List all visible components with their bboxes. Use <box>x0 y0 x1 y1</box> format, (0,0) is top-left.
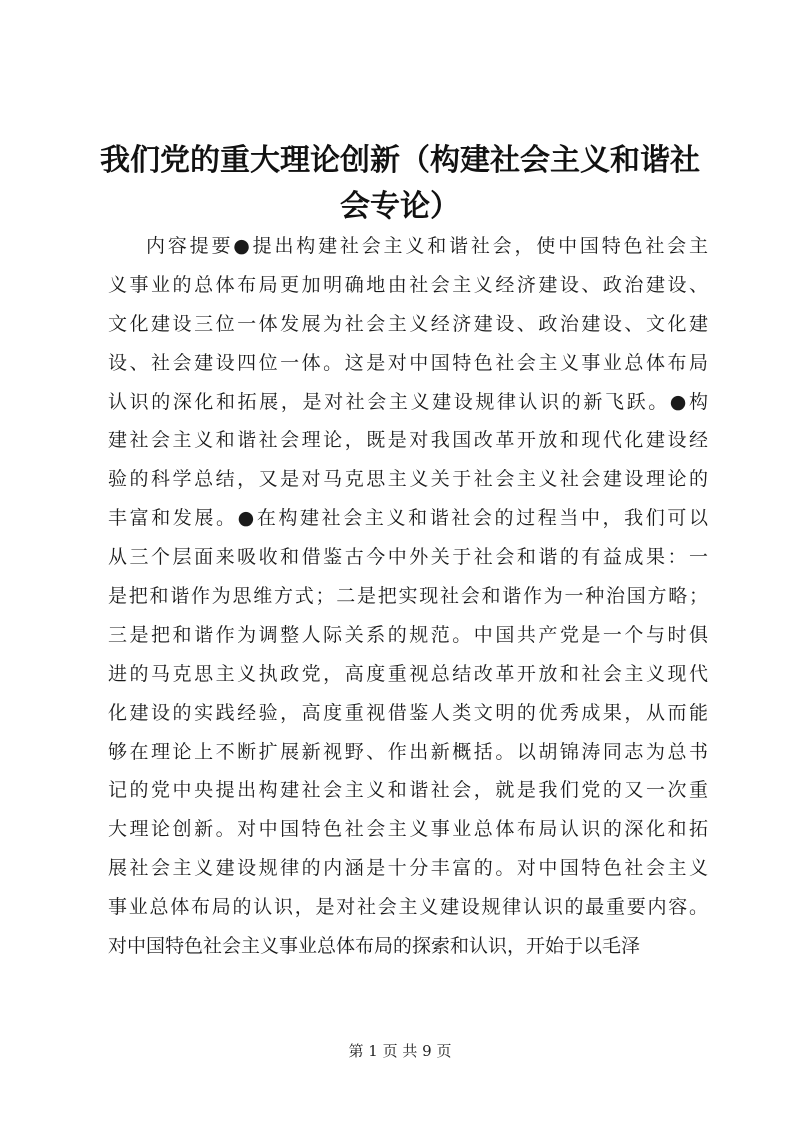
body-line: 建社会主义和谐社会理论，既是对我国改革开放和现代化建设经 <box>108 429 708 452</box>
body-line: 够在理论上不断扩展新视野、作出新概括。以胡锦涛同志为总书 <box>108 740 708 763</box>
body-line: 展社会主义建设规律的内涵是十分丰富的。对中国特色社会主义 <box>108 857 708 880</box>
body-line: 事业总体布局的认识，是对社会主义建设规律认识的最重要内容。 <box>108 896 708 919</box>
page-footer <box>0 1040 800 1061</box>
body-line: 文化建设三位一体发展为社会主义经济建设、政治建设、文化建 <box>108 312 708 335</box>
body-line: 设、社会建设四位一体。这是对中国特色社会主义事业总体布局 <box>108 351 708 374</box>
body-line: 从三个层面来吸收和借鉴古今中外关于社会和谐的有益成果：一 <box>108 546 708 569</box>
title-line-2: 会专论） <box>340 189 460 224</box>
document-title <box>100 138 700 230</box>
body-line: 对中国特色社会主义事业总体布局的探索和认识，开始于以毛泽 <box>108 935 641 958</box>
body-line: 化建设的实践经验，高度重视借鉴人类文明的优秀成果，从而能 <box>108 701 708 724</box>
body-line: 丰富和发展。●在构建社会主义和谐社会的过程当中，我们可以 <box>108 507 708 530</box>
body-line: 记的党中央提出构建社会主义和谐社会，就是我们党的又一次重 <box>108 779 708 802</box>
body-line: 是把和谐作为思维方式；二是把实现社会和谐作为一种治国方略； <box>108 585 708 608</box>
body-line: 进的马克思主义执政党，高度重视总结改革开放和社会主义现代 <box>108 662 708 685</box>
body-line: 内容提要●提出构建社会主义和谐社会，使中国特色社会主 <box>146 235 708 257</box>
title-line-1: 我们党的重大理论创新（构建社会主义和谐社 <box>100 143 700 178</box>
page-number: 第 1 页 共 9 页 <box>348 1042 452 1060</box>
body-line: 三是把和谐作为调整人际关系的规范。中国共产党是一个与时俱 <box>108 623 708 646</box>
body-line: 认识的深化和拓展，是对社会主义建设规律认识的新飞跃。●构 <box>108 390 708 413</box>
body-text <box>108 227 708 966</box>
body-line: 义事业的总体布局更加明确地由社会主义经济建设、政治建设、 <box>108 273 708 296</box>
body-line: 验的科学总结，又是对马克思主义关于社会主义社会建设理论的 <box>108 468 708 491</box>
body-line: 大理论创新。对中国特色社会主义事业总体布局认识的深化和拓 <box>108 818 708 841</box>
